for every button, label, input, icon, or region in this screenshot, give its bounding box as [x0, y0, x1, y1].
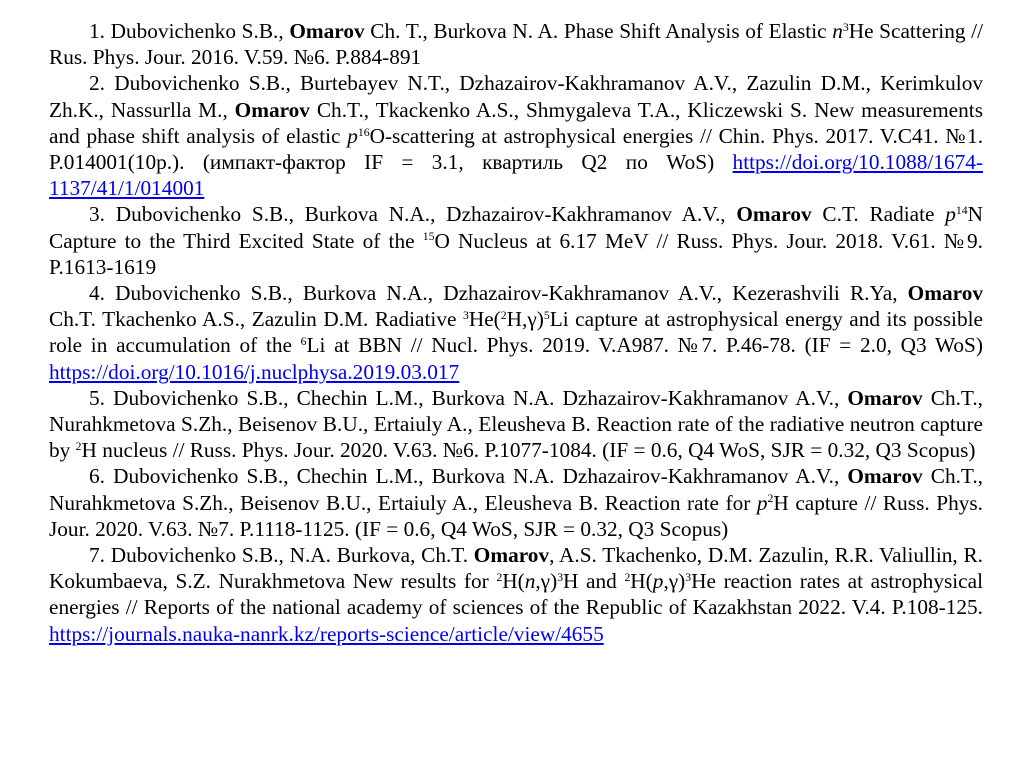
highlighted-author: Omarov	[907, 281, 983, 306]
particle-symbol: p	[652, 569, 664, 594]
reference-text: H(	[502, 569, 525, 594]
reference-number: 5.	[89, 385, 105, 410]
reference-text: Ch.T., Nurahkmetova S.Zh., Beisenov B.U., Ertaiuly A., Eleusheva B. Reaction rate for	[49, 464, 983, 515]
reference-text: Dubovichenko S.B., Burkova N.A., Dzhazairov-Kakhramanov A.V., Kezerashvili R.Ya,	[115, 281, 908, 306]
particle-symbol: p	[945, 202, 956, 227]
highlighted-author: Omarov	[289, 19, 365, 43]
isotope-superscript: 3	[685, 571, 692, 585]
reference-item	[49, 280, 983, 385]
highlighted-author: Omarov	[847, 385, 923, 410]
reference-text: Dubovichenko S.B., Chechin L.M., Burkova N.A. Dzhazairov-Kakhramanov A.V.,	[113, 464, 848, 489]
reference-text: He reaction rates at astrophysical energies // Reports of the national academy of sciences of the Republic of Kazakhstan 2022. V.4. P.108-125.	[49, 569, 983, 620]
reference-text: H and	[563, 569, 625, 594]
reference-text: , A.S. Tkachenko, D.M. Zazulin, R.R. Valiullin, R. Kokumbaeva, S.Z. Nurakhmetova New results for	[49, 543, 983, 594]
reference-number: 4.	[89, 281, 105, 306]
isotope-superscript: 2	[75, 440, 82, 453]
reference-item	[49, 542, 983, 621]
reference-text: Ch. T., Burkova N. A. Phase Shift Analysis of Elastic	[364, 19, 833, 43]
highlighted-author: Omarov	[234, 97, 310, 122]
reference-text: O Nucleus at 6.17 MeV // Russ. Phys. Jour. 2018. V.61. №9. P.1613-1619	[49, 228, 983, 279]
reference-text: He(	[468, 307, 501, 332]
reference-text: Dubovichenko S.B.,	[110, 19, 290, 43]
reference-text: Ch.T., Tkackenko A.S., Shmygaleva T.A., Kliczewski S. New measurements and phase shift analysis of elastic	[49, 97, 983, 148]
reference-text: Ch.T., Nurahkmetova S.Zh., Beisenov B.U., Ertaiuly A., Eleusheva B. Reaction rate of the radiative neutron capture by	[49, 385, 983, 463]
reference-list	[49, 18, 983, 647]
isotope-superscript: 16	[357, 125, 370, 139]
isotope-superscript: 3	[462, 308, 469, 322]
reference-item	[49, 70, 983, 201]
isotope-superscript: 3	[842, 20, 849, 34]
reference-text: H,γ)	[506, 307, 544, 332]
highlighted-author: Omarov	[736, 202, 812, 227]
highlighted-author: Omarov	[847, 464, 923, 489]
reference-text: Ch.T. Tkachenko A.S., Zazulin D.M. Radiative	[49, 307, 463, 332]
particle-symbol: n	[524, 569, 536, 594]
highlighted-author: Omarov	[473, 543, 550, 568]
reference-text: Li at BBN // Nucl. Phys. 2019. V.A987. №7. P.46-78. (IF = 2.0, Q3 WoS)	[306, 333, 983, 358]
reference-item	[49, 385, 983, 464]
reference-text: ,γ)	[535, 569, 558, 594]
reference-item	[49, 463, 983, 542]
reference-text: Dubovichenko S.B., N.A. Burkova, Ch.T.	[110, 543, 474, 568]
doi-link[interactable]: https://doi.org/10.1016/j.nuclphysa.2019.03.017	[49, 359, 460, 384]
isotope-superscript: 3	[557, 571, 564, 585]
reference-text: ,γ)	[663, 569, 686, 594]
isotope-superscript: 2	[624, 571, 631, 585]
particle-symbol: p	[756, 490, 768, 515]
reference-number: 6.	[89, 464, 105, 489]
reference-text: Dubovichenko S.B., Burtebayev N.T., Dzhazairov-Kakhramanov A.V., Zazulin D.M., Kerimkulov Zh.K., Nassurlla M.,	[49, 71, 984, 122]
reference-text: N Capture to the Third Excited State of the	[49, 202, 983, 253]
reference-text: Dubovichenko S.B., Burkova N.A., Dzhazairov-Kakhramanov A.V.,	[115, 202, 737, 227]
reference-text: C.T. Radiate	[811, 202, 946, 227]
isotope-superscript: 2	[496, 571, 503, 585]
isotope-superscript: 15	[422, 230, 435, 244]
doi-link[interactable]: https://doi.org/10.1088/1674-1137/41/1/014001	[49, 150, 983, 201]
reference-number: 1.	[89, 19, 105, 43]
reference-text: H(	[630, 569, 653, 594]
reference-text: H nucleus // Russ. Phys. Jour. 2020. V.63. №6. P.1077-1084. (IF = 0.6, Q4 WoS, SJR = 0.32, Q3 Scopus)	[81, 438, 976, 463]
particle-symbol: n	[832, 19, 843, 43]
reference-text: H capture // Russ. Phys. Jour. 2020. V.63. №7. P.1118-1125. (IF = 0.6, Q4 WoS, SJR = 0.32, Q3 Scopus)	[49, 490, 983, 541]
reference-item	[49, 201, 983, 280]
isotope-superscript: 14	[955, 204, 968, 218]
isotope-superscript: 5	[543, 308, 550, 322]
reference-text: Dubovichenko S.B., Chechin L.M., Burkova N.A. Dzhazairov-Kakhramanov A.V.,	[113, 385, 848, 410]
reference-link-line	[49, 621, 983, 647]
particle-symbol: p	[347, 123, 358, 148]
reference-text: Li capture at astrophysical energy and its possible role in accumulation of the	[49, 307, 983, 358]
isotope-superscript: 2	[767, 492, 774, 506]
reference-text: He Scattering // Rus. Phys. Jour. 2016. V.59. №6. P.884-891	[49, 19, 983, 70]
journal-article-link[interactable]: https://journals.nauka-nanrk.kz/reports-science/article/view/4655	[49, 621, 604, 646]
reference-number: 2.	[89, 71, 105, 96]
isotope-superscript: 6	[300, 335, 307, 349]
reference-number: 3.	[89, 202, 105, 227]
reference-number: 7.	[89, 543, 105, 568]
isotope-superscript: 2	[500, 308, 507, 322]
reference-text: O-scattering at astrophysical energies // Chin. Phys. 2017. V.C41. №1. P.014001(10p.). (импакт-фактор IF = 3.1, квартиль Q2 по WoS)	[49, 123, 984, 175]
reference-item	[49, 18, 983, 70]
